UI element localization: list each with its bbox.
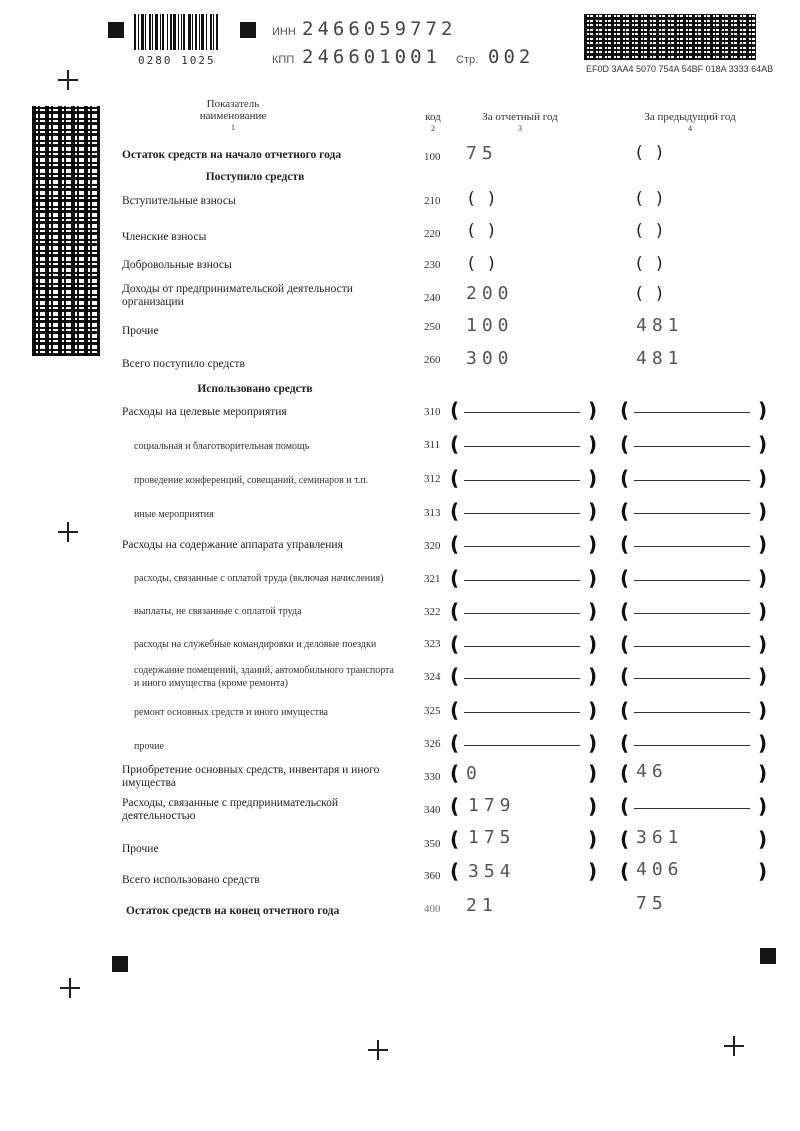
bracket-open-current-350: ( — [450, 827, 460, 851]
bracket-close-current-330: ) — [588, 761, 598, 785]
bracket-open-previous-320: ( — [620, 532, 630, 556]
row-label-360: Всего использовано средств — [122, 874, 260, 886]
blank-line-previous-340 — [634, 808, 750, 809]
row-label-330 — [122, 764, 379, 790]
row-current-220: ( ) — [468, 221, 499, 241]
blank-line-previous-312 — [634, 480, 750, 481]
row-code-312: 312 — [424, 473, 441, 485]
matrix-code — [584, 14, 756, 60]
bracket-open-previous-325: ( — [620, 698, 630, 722]
row-label-324-line2: и иного имущества (кроме ремонта) — [134, 678, 288, 689]
bracket-close-previous-313: ) — [758, 499, 768, 523]
bracket-open-previous-312: ( — [620, 466, 630, 490]
row-label-240 — [122, 283, 353, 309]
row-label-330-line2: имущества — [122, 777, 176, 789]
kpp-label: КПП — [272, 54, 295, 66]
blank-line-current-324 — [464, 678, 580, 679]
bracket-close-current-313: ) — [588, 499, 598, 523]
bracket-close-previous-340: ) — [758, 794, 768, 818]
col-number-4: 4 — [688, 124, 692, 133]
bracket-close-current-323: ) — [588, 632, 598, 656]
bracket-close-previous-311: ) — [758, 432, 768, 456]
col-header-current-label: За отчетный год — [482, 111, 558, 123]
row-label-326: прочие — [134, 741, 164, 752]
row-label-210: Вступительные взносы — [122, 195, 236, 207]
row-current-260: 300 — [466, 348, 514, 369]
side-matrix-code — [32, 106, 100, 356]
blank-line-previous-325 — [634, 712, 750, 713]
row-code-220: 220 — [424, 228, 441, 240]
bracket-open-previous-322: ( — [620, 599, 630, 623]
row-code-230: 230 — [424, 259, 441, 271]
bracket-open-previous-323: ( — [620, 632, 630, 656]
blank-line-previous-326 — [634, 745, 750, 746]
registration-cross — [724, 1036, 744, 1056]
bracket-open-current-323: ( — [450, 632, 460, 656]
col-header-indicator-line2: наименование — [199, 110, 267, 122]
bracket-open-previous-360: ( — [620, 859, 630, 883]
col-header-code-label: код — [425, 111, 441, 123]
section-income-heading: Поступило средств — [205, 171, 305, 183]
row-current-240: 200 — [466, 283, 514, 304]
row-code-340: 340 — [424, 804, 441, 816]
col-number-2: 2 — [431, 124, 435, 133]
blank-line-current-313 — [464, 513, 580, 514]
bracket-open-previous-321: ( — [620, 566, 630, 590]
row-current-400: 21 — [466, 895, 498, 916]
bracket-open-current-325: ( — [450, 698, 460, 722]
row-current-210: ( ) — [468, 189, 499, 209]
bracket-open-previous-330: ( — [620, 761, 630, 785]
row-label-311: социальная и благотворительная помощь — [134, 441, 310, 452]
row-code-320: 320 — [424, 540, 441, 552]
blank-line-previous-320 — [634, 546, 750, 547]
row-code-324: 324 — [424, 671, 441, 683]
blank-line-current-323 — [464, 646, 580, 647]
row-label-312: проведение конференций, совещаний, семинаров и т.п. — [134, 475, 369, 486]
row-previous-260: 481 — [636, 348, 684, 369]
bracket-open-previous-350: ( — [620, 827, 630, 851]
row-code-325: 325 — [424, 705, 441, 717]
bracket-open-previous-324: ( — [620, 664, 630, 688]
bracket-close-current-322: ) — [588, 599, 598, 623]
row-label-250: Прочие — [122, 325, 159, 337]
blank-line-previous-322 — [634, 613, 750, 614]
col-header-current — [460, 111, 580, 135]
row-previous-360: 406 — [636, 859, 684, 880]
row-code-311: 311 — [424, 439, 441, 451]
blank-line-current-312 — [464, 480, 580, 481]
row-label-340-line1: Расходы, связанные с предпринимательской — [122, 797, 339, 809]
registration-marker — [760, 948, 776, 964]
row-code-323: 323 — [424, 638, 441, 650]
bracket-close-current-311: ) — [588, 432, 598, 456]
row-label-340-line2: деятельностью — [122, 810, 196, 822]
bracket-close-previous-326: ) — [758, 731, 768, 755]
bracket-close-current-312: ) — [588, 466, 598, 490]
registration-cross — [58, 522, 78, 542]
row-code-350: 350 — [424, 838, 441, 850]
registration-cross — [60, 978, 80, 998]
bracket-open-current-311: ( — [450, 432, 460, 456]
barcode-number: 0280 1025 — [138, 54, 216, 67]
bracket-close-current-324: ) — [588, 664, 598, 688]
row-label-230: Добровольные взносы — [122, 259, 232, 271]
row-previous-250: 481 — [636, 315, 684, 336]
blank-line-current-321 — [464, 580, 580, 581]
bracket-open-previous-340: ( — [620, 794, 630, 818]
page-label: Стр. — [456, 54, 479, 66]
inn-value: 2466059772 — [302, 18, 457, 40]
col-number-1: 1 — [231, 123, 235, 132]
bracket-close-previous-323: ) — [758, 632, 768, 656]
bracket-open-current-324: ( — [450, 664, 460, 688]
bracket-close-current-360: ) — [588, 859, 598, 883]
bracket-close-previous-312: ) — [758, 466, 768, 490]
linear-barcode — [134, 14, 218, 50]
row-label-400: Остаток средств на конец отчетного года — [126, 905, 340, 917]
blank-line-current-326 — [464, 745, 580, 746]
row-code-250: 250 — [424, 321, 441, 333]
section-expenses-heading: Использовано средств — [197, 383, 313, 395]
row-current-350: 175 — [468, 827, 516, 848]
row-current-230: ( ) — [468, 254, 499, 274]
bracket-open-current-360: ( — [450, 859, 460, 883]
bracket-close-previous-310: ) — [758, 398, 768, 422]
col-header-indicator — [168, 98, 298, 134]
row-current-100: 75 — [466, 143, 498, 164]
blank-line-previous-321 — [634, 580, 750, 581]
bracket-open-current-322: ( — [450, 599, 460, 623]
row-label-323: расходы на служебные командировки и деловые поездки — [134, 639, 377, 650]
row-code-313: 313 — [424, 507, 441, 519]
blank-line-current-311 — [464, 446, 580, 447]
row-code-360: 360 — [424, 870, 441, 882]
bracket-open-current-330: ( — [450, 761, 460, 785]
row-previous-240: ( ) — [636, 284, 667, 304]
col-number-3: 3 — [518, 124, 522, 133]
row-label-324-line1: содержание помещений, зданий, автомобильного транспорта — [134, 665, 394, 676]
bracket-close-current-340: ) — [588, 794, 598, 818]
bracket-open-previous-313: ( — [620, 499, 630, 523]
row-label-350: Прочие — [122, 843, 159, 855]
row-previous-400: 75 — [636, 893, 668, 914]
row-previous-210: ( ) — [636, 189, 667, 209]
blank-line-current-325 — [464, 712, 580, 713]
registration-marker — [112, 956, 128, 972]
page-number: 002 — [488, 46, 535, 68]
bracket-close-previous-321: ) — [758, 566, 768, 590]
bracket-close-previous-320: ) — [758, 532, 768, 556]
row-label-100: Остаток средств на начало отчетного года — [122, 149, 342, 161]
row-label-310: Расходы на целевые мероприятия — [122, 406, 287, 418]
row-code-321: 321 — [424, 573, 441, 585]
row-label-260: Всего поступило средств — [122, 358, 245, 370]
row-code-330: 330 — [424, 771, 441, 783]
row-label-325: ремонт основных средств и иного имущества — [134, 707, 328, 718]
bracket-open-current-312: ( — [450, 466, 460, 490]
bracket-open-current-326: ( — [450, 731, 460, 755]
bracket-open-current-340: ( — [450, 794, 460, 818]
col-header-code — [418, 111, 448, 135]
row-label-321: расходы, связанные с оплатой труда (включая начисления) — [134, 573, 384, 584]
registration-marker — [108, 22, 124, 38]
row-code-400: 400 — [424, 903, 441, 915]
row-code-240: 240 — [424, 292, 441, 304]
bracket-close-current-321: ) — [588, 566, 598, 590]
row-code-260: 260 — [424, 354, 441, 366]
kpp-value: 246601001 — [302, 46, 441, 68]
row-code-210: 210 — [424, 195, 441, 207]
blank-line-previous-311 — [634, 446, 750, 447]
blank-line-previous-310 — [634, 412, 750, 413]
col-header-indicator-line1: Показатель — [206, 98, 260, 110]
row-label-320: Расходы на содержание аппарата управления — [122, 539, 343, 551]
row-label-324 — [134, 664, 394, 690]
row-label-240-line1: Доходы от предпринимательской деятельности — [122, 283, 353, 295]
bracket-close-current-320: ) — [588, 532, 598, 556]
row-previous-100: ( ) — [636, 143, 667, 163]
bracket-open-previous-326: ( — [620, 731, 630, 755]
blank-line-current-320 — [464, 546, 580, 547]
col-header-previous-label: За предыдущий год — [644, 111, 736, 123]
bracket-open-previous-311: ( — [620, 432, 630, 456]
blank-line-previous-323 — [634, 646, 750, 647]
row-code-310: 310 — [424, 406, 441, 418]
bracket-open-current-313: ( — [450, 499, 460, 523]
bracket-close-previous-325: ) — [758, 698, 768, 722]
registration-marker — [240, 22, 256, 38]
registration-cross — [368, 1040, 388, 1060]
row-label-220: Членские взносы — [122, 231, 207, 243]
row-label-340 — [122, 797, 338, 823]
blank-line-current-310 — [464, 412, 580, 413]
bracket-open-previous-310: ( — [620, 398, 630, 422]
bracket-close-current-325: ) — [588, 698, 598, 722]
registration-cross — [58, 70, 78, 90]
blank-line-previous-313 — [634, 513, 750, 514]
bracket-open-current-310: ( — [450, 398, 460, 422]
row-previous-330: 46 — [636, 761, 668, 782]
row-label-330-line1: Приобретение основных средств, инвентаря и иного — [122, 764, 380, 776]
bracket-close-previous-330: ) — [758, 761, 768, 785]
col-header-previous — [628, 111, 752, 135]
bracket-close-current-350: ) — [588, 827, 598, 851]
inn-label: ИНН — [272, 26, 296, 38]
row-code-326: 326 — [424, 738, 441, 750]
row-label-240-line2: организации — [122, 296, 184, 308]
bracket-close-previous-322: ) — [758, 599, 768, 623]
bracket-close-previous-350: ) — [758, 827, 768, 851]
bracket-close-current-326: ) — [588, 731, 598, 755]
row-code-322: 322 — [424, 606, 441, 618]
row-code-100: 100 — [424, 151, 441, 163]
row-label-322: выплаты, не связанные с оплатой труда — [134, 606, 302, 617]
blank-line-previous-324 — [634, 678, 750, 679]
bracket-close-previous-324: ) — [758, 664, 768, 688]
bracket-close-current-310: ) — [588, 398, 598, 422]
row-current-330: 0 — [466, 763, 482, 784]
bracket-open-current-321: ( — [450, 566, 460, 590]
row-current-360: 354 — [468, 861, 516, 882]
row-previous-350: 361 — [636, 827, 684, 848]
blank-line-current-322 — [464, 613, 580, 614]
row-current-340: 179 — [468, 795, 516, 816]
bracket-close-previous-360: ) — [758, 859, 768, 883]
row-previous-230: ( ) — [636, 254, 667, 274]
row-label-313: иные мероприятия — [134, 509, 214, 520]
bracket-open-current-320: ( — [450, 532, 460, 556]
row-current-250: 100 — [466, 315, 514, 336]
row-previous-220: ( ) — [636, 221, 667, 241]
matrix-code-string: EF0D 3AA4 5070 754A 54BF 018A 3333 64AB — [586, 64, 774, 74]
